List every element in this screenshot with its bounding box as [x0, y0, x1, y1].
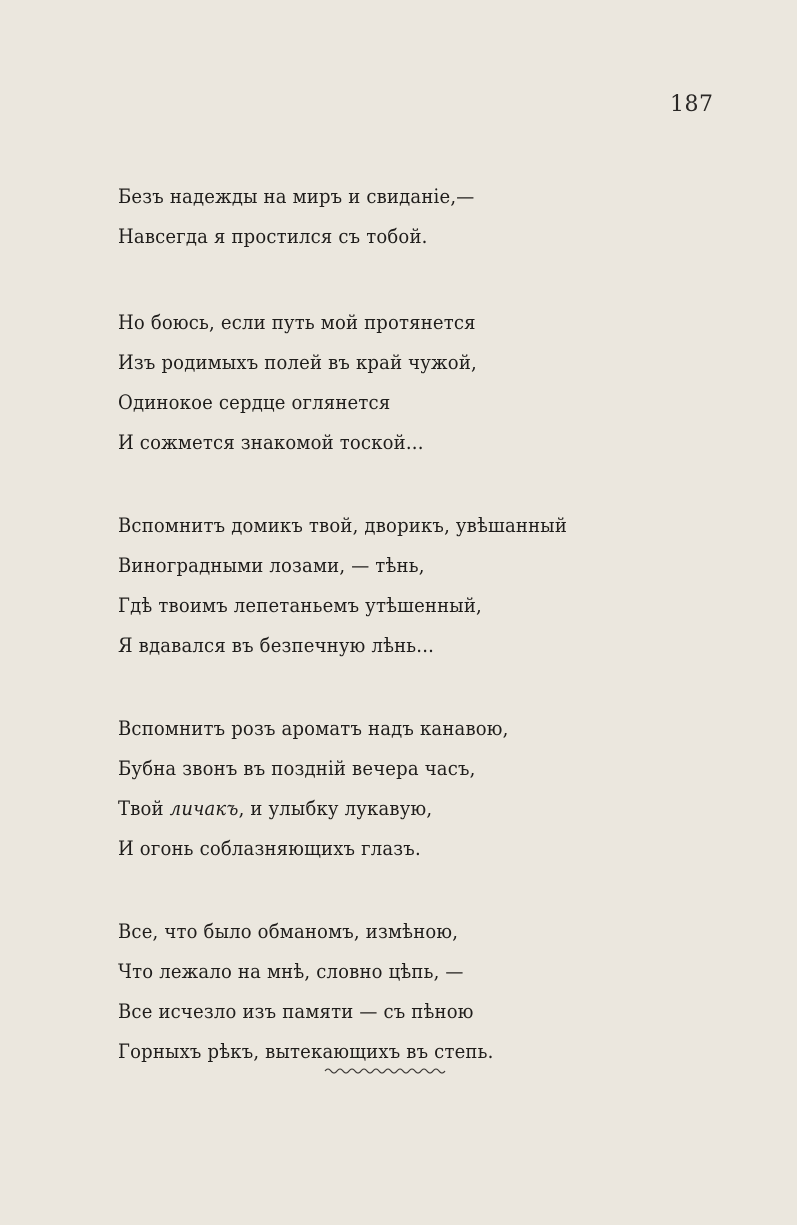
verse-line: Что лежало на мнѣ, словно цѣпь, —: [118, 959, 464, 983]
wavy-line-icon: [324, 1066, 446, 1076]
verse-line: И сожмется знакомой тоской...: [118, 430, 424, 454]
verse-line-end: , и улыбку лукавую,: [238, 796, 433, 820]
verse-line: Гдѣ твоимъ лепетаньемъ утѣшенный,: [118, 593, 482, 617]
poem-body: [118, 176, 678, 1114]
stanza-4: [118, 708, 678, 868]
page-number: 187: [670, 92, 714, 117]
stanza-5: [118, 911, 678, 1071]
verse-line: Безъ надежды на миръ и свиданіе,—: [118, 184, 475, 208]
italic-word: личакъ: [169, 796, 239, 820]
verse-line: Виноградными лозами, — тѣнь,: [118, 553, 425, 577]
wavy-divider-ornament: [324, 1066, 446, 1076]
verse-line: Изъ родимыхъ полей въ край чужой,: [118, 350, 477, 374]
verse-line: Все, что было обманомъ, измѣною,: [118, 919, 459, 943]
stanza-3: [118, 505, 678, 665]
verse-line: И огонь соблазняющихъ глазъ.: [118, 836, 421, 860]
stanza-2: [118, 302, 678, 462]
verse-line-with-italic: [118, 788, 678, 828]
verse-line: Вспомнитъ розъ ароматъ надъ канавою,: [118, 716, 509, 740]
verse-line: Но боюсь, если путь мой протянется: [118, 310, 476, 334]
verse-line-start: Твой: [118, 796, 170, 820]
verse-line: Все исчезло изъ памяти — съ пѣною: [118, 999, 474, 1023]
verse-line: Горныхъ рѣкъ, вытекающихъ въ степь.: [118, 1039, 494, 1063]
verse-line: Навсегда я простился съ тобой.: [118, 224, 428, 248]
stanza-1: [118, 176, 678, 256]
verse-line: Я вдавался въ безпечную лѣнь...: [118, 633, 435, 657]
verse-line: Бубна звонъ въ поздній вечера часъ,: [118, 756, 476, 780]
verse-line: Одинокое сердце оглянется: [118, 390, 391, 414]
verse-line: Вспомнитъ домикъ твой, дворикъ, увѣшанный: [118, 513, 568, 537]
